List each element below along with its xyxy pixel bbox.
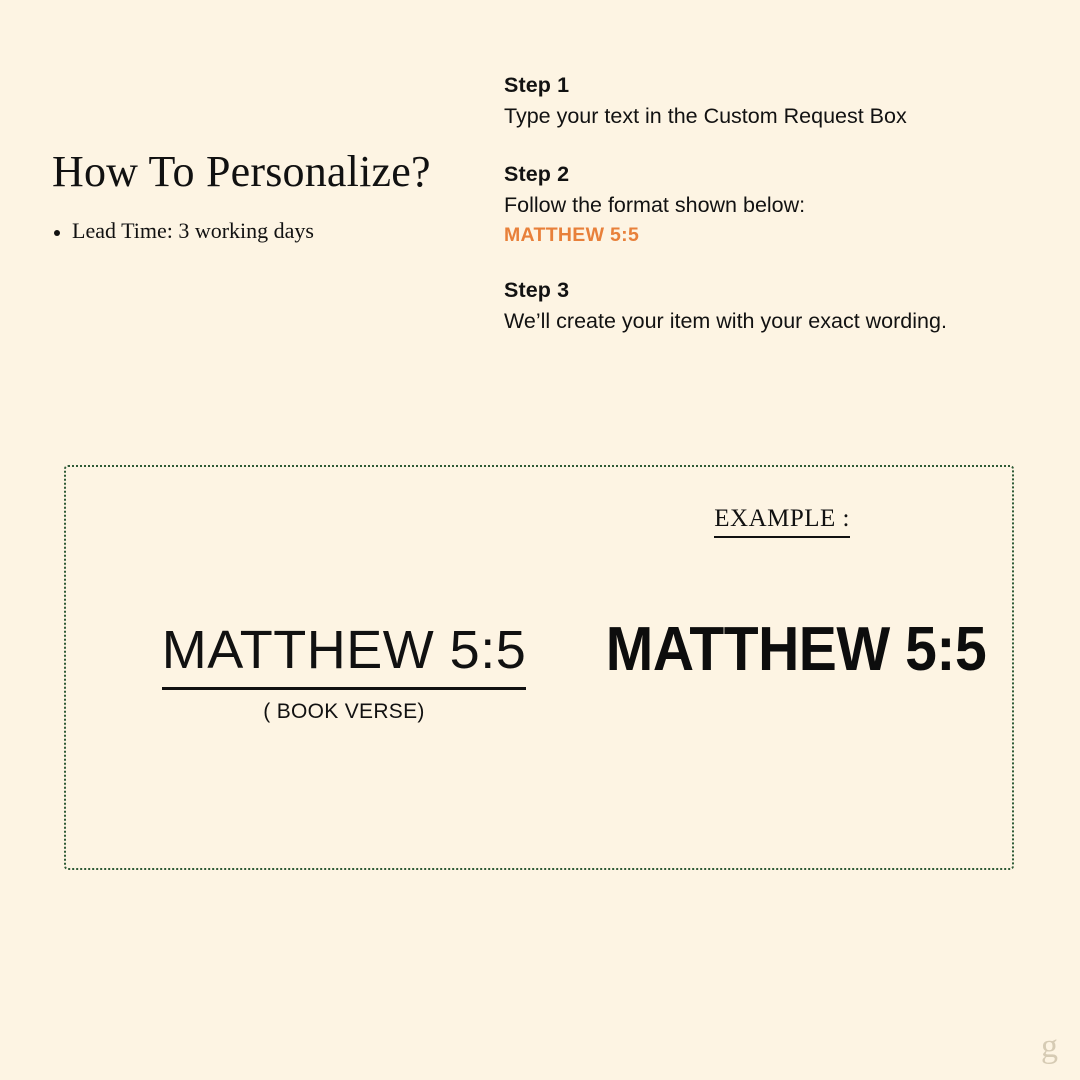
step-item: [504, 70, 1064, 131]
example-label: EXAMPLE :: [714, 505, 850, 538]
example-output-text: MATTHEW 5:5: [605, 615, 987, 684]
step-body: We’ll create your item with your exact wording.: [504, 308, 947, 333]
step-title: Step 3: [504, 278, 570, 303]
book-verse-sample: [124, 622, 564, 724]
lead-time-text: Lead Time: 3 working days: [72, 217, 314, 243]
book-verse-text: MATTHEW 5:5: [162, 622, 527, 690]
step-item: [504, 159, 1064, 247]
steps-list: [504, 70, 1064, 336]
headline-block: [52, 148, 472, 244]
step-body: Type your text in the Custom Request Box: [504, 103, 907, 128]
watermark-logo: g: [1041, 1028, 1058, 1065]
step-title: Step 2: [504, 162, 570, 187]
page-title: How To Personalize?: [52, 147, 431, 196]
lead-time-row: [54, 218, 472, 244]
step-format-example: MATTHEW 5:5: [504, 224, 640, 247]
step-title: Step 1: [504, 73, 570, 97]
step-body: Follow the format shown below:: [504, 192, 806, 217]
bullet-icon: [54, 230, 60, 236]
example-box: [64, 465, 1014, 870]
example-output-sample: [586, 617, 1006, 682]
book-verse-caption: ( BOOK VERSE): [263, 699, 425, 723]
step-item: [504, 275, 1064, 336]
